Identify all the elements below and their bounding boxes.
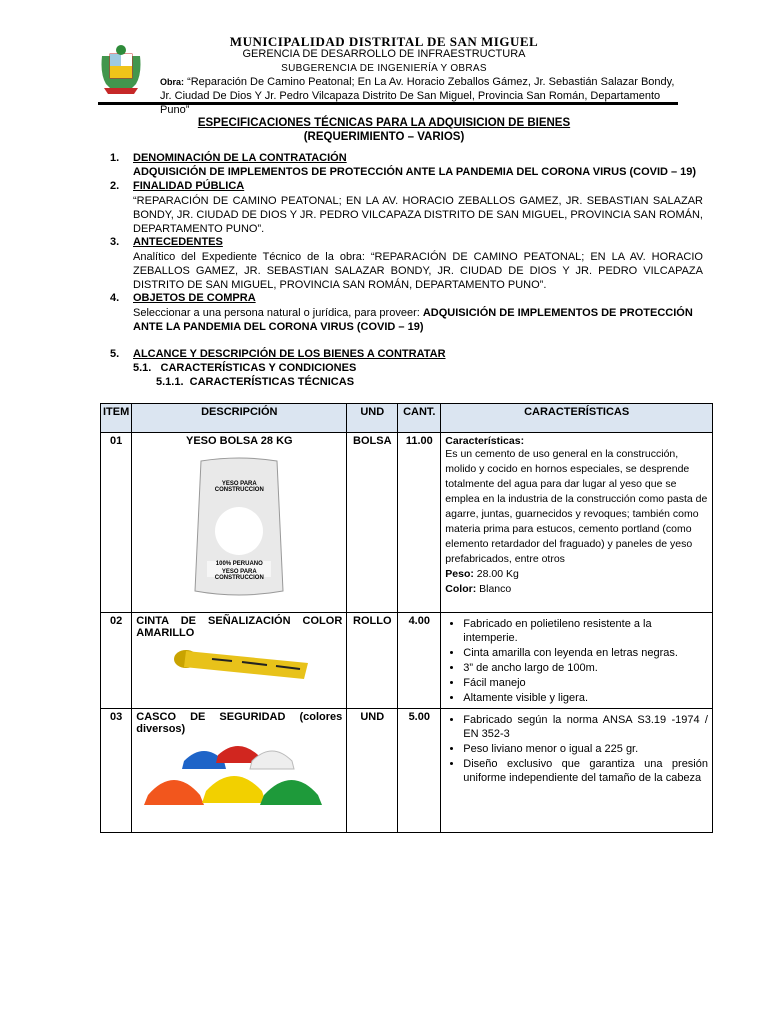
table-header-row — [101, 404, 713, 433]
row-und: BOLSA — [347, 433, 398, 613]
title-line1: ESPECIFICACIONES TÉCNICAS PARA LA ADQUISICION DE BIENES — [197, 117, 571, 129]
header-item: ITEM — [101, 404, 132, 433]
gerencia-subtitle: GERENCIA DE DESARROLLO DE INFRAESTRUCTURA — [242, 48, 526, 60]
peso-label: Peso: — [445, 568, 474, 580]
row-characteristics — [441, 709, 713, 833]
section-5-number: 5. — [110, 348, 120, 360]
row-item: 02 — [101, 613, 132, 709]
header-description: DESCRIPCIÓN — [132, 404, 347, 433]
row-description — [132, 613, 347, 709]
row-description — [132, 709, 347, 833]
section-4-text-plain: Seleccionar a una persona natural o jurídica, para proveer: — [133, 307, 420, 319]
obra-text: “Reparación De Camino Peatonal; En La Av. Horacio Zeballos Gámez, Jr. Sebastián Salazar Bondy, Jr. Ciudad De Dios Y Jr. Pedro Vilcapaza Distrito De San Miguel, Provincia San Román, Departamento Puno” — [160, 76, 675, 116]
section-1-heading: DENOMINACIÓN DE LA CONTRATACIÓN — [133, 152, 347, 164]
section-4-text — [133, 306, 703, 334]
row-cant: 4.00 — [398, 613, 441, 709]
bag-label-bottom: YESO PARA CONSTRUCCION — [214, 569, 264, 581]
char-text: Es un cemento de uso general en la construcción, molido y cocido en hornos especiales, se desprende totalmente del agua para dar lugar al yeso que se emplea en la industria de la construcción como pasta de agarre, juntas, guarnecidos y revoques; también como materia prima para estucos, cemento portland (como elemento retardador del fraguado) y paneles de yeso prefabricados, entre otros — [445, 448, 708, 565]
document-subtitle: (REQUERIMIENTO – VARIOS) — [303, 131, 465, 143]
obra-label: Obra: — [160, 77, 185, 87]
feature-item: • Fabricado en polietileno resistente a la intemperie. — [463, 617, 708, 645]
color-value: Blanco — [479, 583, 512, 595]
peso-value: 28.00 Kg — [476, 568, 519, 580]
table-row — [101, 709, 713, 833]
table-row — [101, 433, 713, 613]
char-color — [445, 582, 708, 597]
row-characteristics — [441, 613, 713, 709]
table-row — [101, 613, 713, 709]
subgerencia-subtitle: SUBGERENCIA DE INGENIERÍA Y OBRAS — [281, 63, 487, 74]
row-item: 03 — [101, 709, 132, 833]
header-divider — [98, 102, 678, 105]
row-description-text: YESO BOLSA 28 KG — [186, 435, 293, 447]
row-description — [132, 433, 347, 613]
section-2-number: 2. — [110, 180, 120, 192]
gypsum-bag-image — [191, 455, 287, 601]
section-4-number: 4. — [110, 292, 120, 304]
section-4-heading: OBJETOS DE COMPRA — [133, 292, 256, 304]
feature-item: • Fabricado según la norma ANSA S3.19 -1974 / EN 352-3 — [463, 713, 708, 741]
document-title — [0, 117, 768, 129]
feature-item: • 3” de ancho largo de 100m. — [463, 661, 708, 675]
section-1-text: ADQUISICIÓN DE IMPLEMENTOS DE PROTECCIÓN ANTE LA PANDEMIA DEL CORONA VIRUS (COVID – 19) — [133, 166, 697, 178]
section-5-heading: ALCANCE Y DESCRIPCIÓN DE LOS BIENES A CONTRATAR — [133, 348, 446, 360]
char-peso — [445, 567, 708, 582]
row-characteristics — [441, 433, 713, 613]
specifications-table — [100, 403, 713, 833]
feature-item: • Cinta amarilla con leyenda en letras negras. — [463, 646, 708, 660]
warning-tape-image — [172, 645, 342, 684]
section-4-text-bold: ADQUISICIÓN DE IMPLEMENTOS DE PROTECCIÓN ANTE LA PANDEMIA DEL CORONA VIRUS (COVID – 19) — [133, 307, 693, 333]
row-und: ROLLO — [347, 613, 398, 709]
row-description-text: CASCO DE SEGURIDAD (colores diversos) — [136, 711, 343, 735]
bag-label-origin: 100% PERUANO — [215, 561, 263, 567]
section-2-heading: FINALIDAD PÚBLICA — [133, 180, 245, 192]
feature-item: • Peso liviano menor o igual a 225 gr. — [463, 742, 708, 756]
feature-item: • Diseño exclusivo que garantiza una presión uniforme independiente del tamaño de la cabeza — [463, 757, 708, 785]
header-und: UND — [347, 404, 398, 433]
row-und: UND — [347, 709, 398, 833]
obra-description — [160, 75, 685, 117]
section-3-text: Analítico del Expediente Técnico de la obra: “REPARACIÓN DE CAMINO PEATONAL; EN LA AV. HORACIO ZEBALLOS GAMEZ, JR. SEBASTIAN SALAZAR BONDY, JR. CIUDAD DE DIOS Y JR. PEDRO VILCAPAZA DISTRITO DE SAN MIGUEL, PROVINCIA SAN ROMÁN, DEPARTAMENTO PUNO”. — [133, 251, 703, 291]
row-cant: 5.00 — [398, 709, 441, 833]
institution-title: MUNICIPALIDAD DISTRITAL DE SAN MIGUEL — [229, 34, 539, 49]
section-2-text: “REPARACIÓN DE CAMINO PEATONAL; EN LA AV. HORACIO ZEBALLOS GAMEZ, JR. SEBASTIAN SALAZAR BONDY, JR. CIUDAD DE DIOS Y JR. PEDRO VILCAPAZA DISTRITO DE SAN MIGUEL, PROVINCIA SAN ROMÁN, DEPARTAMENTO PUNO”. — [133, 195, 703, 235]
helmets-image — [140, 739, 342, 824]
header-caracteristicas: CARACTERÍSTICAS — [441, 404, 713, 433]
section-1-number: 1. — [110, 152, 120, 164]
feature-list — [445, 617, 708, 705]
section-3-heading: ANTECEDENTES — [133, 236, 223, 248]
feature-item: • Fácil manejo — [463, 676, 708, 690]
feature-item: • Altamente visible y ligera. — [463, 691, 708, 705]
row-item: 01 — [101, 433, 132, 613]
header-cant: CANT. — [398, 404, 441, 433]
row-cant: 11.00 — [398, 433, 441, 613]
row-description-text: CINTA DE SEÑALIZACIÓN COLOR AMARILLO — [136, 615, 343, 639]
section-5-sub1: 5.1. CARACTERÍSTICAS Y CONDICIONES — [133, 362, 357, 374]
feature-list — [445, 713, 708, 785]
char-title: Características: — [445, 435, 525, 447]
bag-label-top: YESO PARA CONSTRUCCION — [214, 481, 264, 493]
section-3-number: 3. — [110, 236, 120, 248]
section-5-sub2: 5.1.1. CARACTERÍSTICAS TÉCNICAS — [156, 376, 355, 388]
color-label: Color: — [445, 583, 477, 595]
